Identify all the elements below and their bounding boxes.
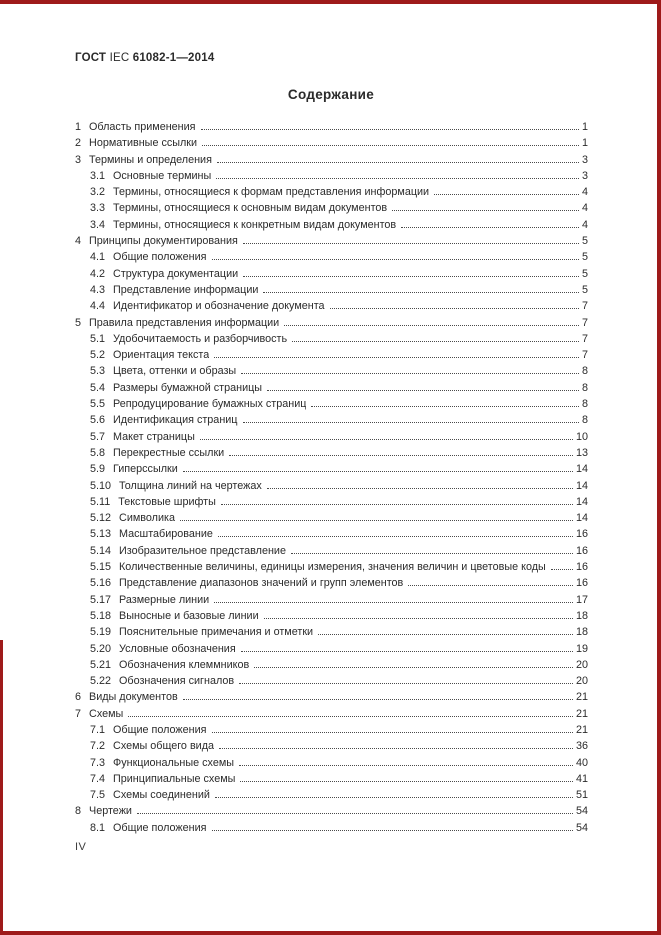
toc-entry-page: 17 bbox=[575, 593, 588, 606]
toc-entry-title: Размерные линии bbox=[119, 593, 210, 606]
toc-entry bbox=[75, 347, 588, 363]
dot-leader bbox=[291, 553, 573, 554]
toc-entry-page: 3 bbox=[581, 169, 588, 182]
toc-entry-page: 13 bbox=[575, 446, 588, 459]
toc-entry-title: Общие положения bbox=[113, 821, 207, 834]
dot-leader bbox=[221, 504, 573, 505]
toc-entry-number: 3 bbox=[75, 153, 82, 166]
toc-entry-page: 14 bbox=[575, 479, 588, 492]
toc-entry-number: 5.5 bbox=[90, 398, 106, 411]
dot-leader bbox=[212, 259, 579, 260]
toc-entry-number: 5.15 bbox=[90, 561, 112, 574]
toc-entry-title: Пояснительные примечания и отметки bbox=[119, 626, 314, 639]
toc-entry-title: Обозначения клеммников bbox=[119, 658, 250, 671]
toc-entry-page: 54 bbox=[575, 821, 588, 834]
toc-entry-number: 5.20 bbox=[90, 642, 112, 655]
toc-entry-title: Макет страницы bbox=[113, 430, 195, 443]
toc-entry-number: 5.6 bbox=[90, 414, 106, 427]
toc-entry-number: 5.8 bbox=[90, 446, 106, 459]
toc-entry-page: 4 bbox=[581, 186, 588, 199]
toc-entry-title: Количественные величины, единицы измерения, значения величин и цветовые коды bbox=[119, 561, 546, 574]
toc-entry-page: 7 bbox=[581, 316, 588, 329]
toc-entry-title: Виды документов bbox=[89, 691, 178, 704]
dot-leader bbox=[292, 341, 579, 342]
dot-leader bbox=[243, 276, 579, 277]
page-border-top bbox=[0, 0, 661, 4]
toc-entry-page: 21 bbox=[575, 723, 588, 736]
toc-entry-title: Функциональные схемы bbox=[113, 756, 235, 769]
toc-entry bbox=[75, 233, 588, 249]
toc-entry-number: 5.2 bbox=[90, 349, 106, 362]
dot-leader bbox=[243, 243, 579, 244]
toc-entry bbox=[75, 363, 588, 379]
toc-entry-title: Ориентация текста bbox=[113, 349, 210, 362]
toc-entry-title: Обозначения сигналов bbox=[119, 675, 235, 688]
toc-entry bbox=[75, 461, 588, 477]
dot-leader bbox=[330, 308, 579, 309]
dot-leader bbox=[392, 210, 579, 211]
toc-entry-title: Нормативные ссылки bbox=[89, 137, 198, 150]
toc-entry-title: Правила представления информации bbox=[89, 316, 280, 329]
toc-entry-page: 18 bbox=[575, 626, 588, 639]
toc-entry-page: 14 bbox=[575, 495, 588, 508]
dot-leader bbox=[318, 634, 573, 635]
toc-entry-number: 5 bbox=[75, 316, 82, 329]
toc-entry bbox=[75, 266, 588, 282]
dot-leader bbox=[212, 830, 573, 831]
toc-entry-title: Идентификация страниц bbox=[113, 414, 238, 427]
toc-entry bbox=[75, 510, 588, 526]
toc-entry bbox=[75, 803, 588, 819]
dot-leader bbox=[551, 569, 573, 570]
toc-entry-page: 20 bbox=[575, 675, 588, 688]
toc-entry bbox=[75, 641, 588, 657]
toc-entry-page: 18 bbox=[575, 609, 588, 622]
toc-entry-page: 8 bbox=[581, 414, 588, 427]
toc-entry-page: 7 bbox=[581, 300, 588, 313]
toc-entry bbox=[75, 184, 588, 200]
dot-leader bbox=[311, 406, 579, 407]
dot-leader bbox=[229, 455, 573, 456]
toc-entry-number: 5.22 bbox=[90, 675, 112, 688]
dot-leader bbox=[217, 162, 579, 163]
toc-title: Содержание bbox=[287, 87, 375, 102]
dot-leader bbox=[267, 390, 579, 391]
toc-entry-number: 4.2 bbox=[90, 267, 106, 280]
page-border-bottom bbox=[0, 931, 661, 935]
toc-entry-page: 5 bbox=[581, 267, 588, 280]
toc-entry-title: Гиперссылки bbox=[113, 463, 178, 476]
toc-entry bbox=[75, 282, 588, 298]
toc-entry-page: 10 bbox=[575, 430, 588, 443]
toc-entry-number: 7.3 bbox=[90, 756, 106, 769]
toc-entry bbox=[75, 396, 588, 412]
dot-leader bbox=[239, 765, 573, 766]
toc-entry-title: Выносные и базовые линии bbox=[119, 609, 259, 622]
toc-entry-title: Схемы общего вида bbox=[113, 740, 215, 753]
toc-entry-title: Символика bbox=[119, 512, 175, 525]
toc-entry bbox=[75, 608, 588, 624]
dot-leader bbox=[137, 813, 573, 814]
table-of-contents bbox=[75, 119, 588, 836]
toc-entry bbox=[75, 559, 588, 575]
toc-entry-title: Термины и определения bbox=[89, 153, 212, 166]
toc-entry-title: Область применения bbox=[89, 121, 196, 133]
toc-entry bbox=[75, 445, 588, 461]
toc-entry bbox=[75, 592, 588, 608]
toc-entry-title: Основные термины bbox=[113, 169, 212, 182]
dot-leader bbox=[202, 145, 579, 146]
toc-entry-title: Условные обозначения bbox=[119, 642, 236, 655]
toc-entry-title: Изобразительное представление bbox=[119, 544, 286, 557]
toc-entry bbox=[75, 249, 588, 265]
toc-entry-page: 3 bbox=[581, 153, 588, 166]
toc-entry-title: Термины, относящиеся к основным видам документов bbox=[113, 202, 388, 215]
toc-entry-number: 3.3 bbox=[90, 202, 106, 215]
toc-entry bbox=[75, 657, 588, 673]
toc-entry-page: 16 bbox=[575, 528, 588, 541]
toc-entry bbox=[75, 331, 588, 347]
toc-entry-page: 5 bbox=[581, 235, 588, 248]
toc-entry-number: 4.3 bbox=[90, 283, 106, 296]
dot-leader bbox=[183, 699, 573, 700]
toc-entry bbox=[75, 543, 588, 559]
toc-entry-number: 6 bbox=[75, 691, 82, 704]
toc-entry-page: 21 bbox=[575, 691, 588, 704]
toc-entry-page: 7 bbox=[581, 349, 588, 362]
toc-entry-number: 5.13 bbox=[90, 528, 112, 541]
toc-entry-page: 51 bbox=[575, 789, 588, 802]
toc-entry bbox=[75, 380, 588, 396]
toc-entry-number: 5.3 bbox=[90, 365, 106, 378]
toc-entry-number: 3.1 bbox=[90, 169, 106, 182]
page-border-right bbox=[657, 0, 661, 935]
toc-entry-number: 7.5 bbox=[90, 789, 106, 802]
toc-entry bbox=[75, 706, 588, 722]
dot-leader bbox=[284, 325, 579, 326]
toc-entry bbox=[75, 624, 588, 640]
toc-entry-title: Толщина линий на чертежах bbox=[119, 479, 262, 492]
toc-entry-page: 40 bbox=[575, 756, 588, 769]
toc-entry-title: Представление информации bbox=[113, 283, 259, 296]
toc-entry-number: 3.4 bbox=[90, 218, 106, 231]
toc-entry-page: 4 bbox=[581, 218, 588, 231]
toc-entry-page: 16 bbox=[575, 577, 588, 590]
toc-entry bbox=[75, 478, 588, 494]
toc-entry bbox=[75, 526, 588, 542]
toc-entry-number: 4.4 bbox=[90, 300, 106, 313]
dot-leader bbox=[254, 667, 573, 668]
dot-leader bbox=[214, 357, 579, 358]
toc-entry-title: Перекрестные ссылки bbox=[113, 446, 225, 459]
toc-entry-number: 5.10 bbox=[90, 479, 112, 492]
dot-leader bbox=[218, 536, 573, 537]
toc-entry bbox=[75, 315, 588, 331]
toc-entry-number: 7 bbox=[75, 707, 82, 720]
toc-entry-title: Структура документации bbox=[113, 267, 239, 280]
toc-entry-number: 7.2 bbox=[90, 740, 106, 753]
toc-entry-number: 8 bbox=[75, 805, 82, 818]
toc-entry bbox=[75, 575, 588, 591]
toc-entry-number: 1 bbox=[75, 121, 82, 133]
toc-entry-page: 1 bbox=[581, 121, 588, 133]
dot-leader bbox=[216, 178, 579, 179]
dot-leader bbox=[128, 716, 573, 717]
dot-leader bbox=[263, 292, 579, 293]
toc-entry bbox=[75, 689, 588, 705]
toc-entry-number: 4.1 bbox=[90, 251, 106, 264]
toc-entry bbox=[75, 494, 588, 510]
toc-entry-title: Принципиальные схемы bbox=[113, 772, 236, 785]
toc-entry-title: Представление диапазонов значений и групп элементов bbox=[119, 577, 404, 590]
toc-entry-number: 5.14 bbox=[90, 544, 112, 557]
dot-leader bbox=[214, 602, 573, 603]
toc-entry bbox=[75, 152, 588, 168]
toc-entry-page: 19 bbox=[575, 642, 588, 655]
toc-entry-number: 5.18 bbox=[90, 609, 112, 622]
toc-entry bbox=[75, 722, 588, 738]
toc-entry-number: 7.1 bbox=[90, 723, 106, 736]
dot-leader bbox=[240, 781, 573, 782]
toc-entry-number: 2 bbox=[75, 137, 82, 150]
toc-entry bbox=[75, 119, 588, 135]
document-header-gost: ГОСТ bbox=[75, 52, 110, 64]
toc-entry bbox=[75, 429, 588, 445]
toc-entry-number: 5.11 bbox=[90, 495, 111, 508]
toc-entry-page: 20 bbox=[575, 658, 588, 671]
toc-entry-page: 16 bbox=[575, 544, 588, 557]
toc-entry bbox=[75, 771, 588, 787]
page-number-footer: IV bbox=[75, 841, 87, 853]
toc-entry-page: 1 bbox=[581, 137, 588, 150]
dot-leader bbox=[201, 129, 579, 130]
toc-entry-title: Идентификатор и обозначение документа bbox=[113, 300, 325, 313]
dot-leader bbox=[180, 520, 573, 521]
toc-entry-page: 41 bbox=[575, 772, 588, 785]
page-border-left bbox=[0, 640, 3, 935]
toc-entry bbox=[75, 755, 588, 771]
toc-entry bbox=[75, 168, 588, 184]
toc-entry-page: 8 bbox=[581, 398, 588, 411]
toc-entry-page: 21 bbox=[575, 707, 588, 720]
toc-entry-number: 5.16 bbox=[90, 577, 112, 590]
toc-entry-title: Цвета, оттенки и образы bbox=[113, 365, 237, 378]
toc-entry-number: 5.9 bbox=[90, 463, 106, 476]
toc-entry-title: Репродуцирование бумажных страниц bbox=[113, 398, 307, 411]
toc-entry-page: 5 bbox=[581, 251, 588, 264]
toc-entry-number: 5.1 bbox=[90, 332, 106, 345]
toc-entry-number: 5.21 bbox=[90, 658, 112, 671]
toc-entry bbox=[75, 135, 588, 151]
dot-leader bbox=[401, 227, 579, 228]
toc-entry-title: Текстовые шрифты bbox=[118, 495, 216, 508]
toc-entry-number: 7.4 bbox=[90, 772, 106, 785]
document-header-number: 61082-1—2014 bbox=[132, 52, 215, 64]
dot-leader bbox=[215, 797, 573, 798]
dot-leader bbox=[212, 732, 573, 733]
toc-entry-page: 8 bbox=[581, 381, 588, 394]
toc-entry-page: 14 bbox=[575, 512, 588, 525]
toc-entry bbox=[75, 738, 588, 754]
toc-entry bbox=[75, 200, 588, 216]
toc-entry-title: Чертежи bbox=[89, 805, 132, 818]
toc-entry-page: 54 bbox=[575, 805, 588, 818]
toc-entry-number: 5.17 bbox=[90, 593, 112, 606]
toc-entry bbox=[75, 217, 588, 233]
toc-entry-page: 7 bbox=[581, 332, 588, 345]
toc-entry-title: Общие положения bbox=[113, 723, 207, 736]
dot-leader bbox=[241, 373, 579, 374]
toc-entry bbox=[75, 298, 588, 314]
toc-entry-number: 4 bbox=[75, 235, 82, 248]
dot-leader bbox=[408, 585, 573, 586]
toc-entry-title: Принципы документирования bbox=[89, 235, 238, 248]
dot-leader bbox=[183, 471, 573, 472]
toc-entry-number: 5.7 bbox=[90, 430, 106, 443]
document-header-iec: IEC bbox=[109, 52, 133, 64]
dot-leader bbox=[200, 439, 573, 440]
toc-entry bbox=[75, 673, 588, 689]
toc-entry-number: 3.2 bbox=[90, 186, 106, 199]
toc-entry-title: Схемы соединений bbox=[113, 789, 210, 802]
toc-entry bbox=[75, 412, 588, 428]
dot-leader bbox=[219, 748, 573, 749]
toc-entry-title: Размеры бумажной страницы bbox=[113, 381, 263, 394]
toc-entry-title: Термины, относящиеся к формам представления информации bbox=[113, 186, 430, 199]
toc-entry-number: 5.12 bbox=[90, 512, 112, 525]
toc-entry-page: 36 bbox=[575, 740, 588, 753]
dot-leader bbox=[264, 618, 573, 619]
document-header bbox=[75, 52, 214, 64]
toc-entry bbox=[75, 820, 588, 836]
toc-entry-page: 5 bbox=[581, 283, 588, 296]
toc-entry-title: Удобочитаемость и разборчивость bbox=[113, 332, 288, 345]
toc-entry-page: 14 bbox=[575, 463, 588, 476]
toc-entry-page: 4 bbox=[581, 202, 588, 215]
toc-entry bbox=[75, 787, 588, 803]
toc-entry-title: Общие положения bbox=[113, 251, 207, 264]
toc-entry-page: 16 bbox=[575, 561, 588, 574]
dot-leader bbox=[239, 683, 573, 684]
toc-entry-title: Термины, относящиеся к конкретным видам документов bbox=[113, 218, 397, 231]
toc-entry-title: Масштабирование bbox=[119, 528, 213, 541]
dot-leader bbox=[241, 651, 573, 652]
toc-entry-title: Схемы bbox=[89, 707, 124, 720]
toc-entry-number: 8.1 bbox=[90, 821, 106, 834]
dot-leader bbox=[434, 194, 579, 195]
dot-leader bbox=[243, 422, 579, 423]
toc-entry-number: 5.19 bbox=[90, 626, 112, 639]
dot-leader bbox=[267, 488, 573, 489]
toc-entry-number: 5.4 bbox=[90, 381, 106, 394]
toc-entry-page: 8 bbox=[581, 365, 588, 378]
